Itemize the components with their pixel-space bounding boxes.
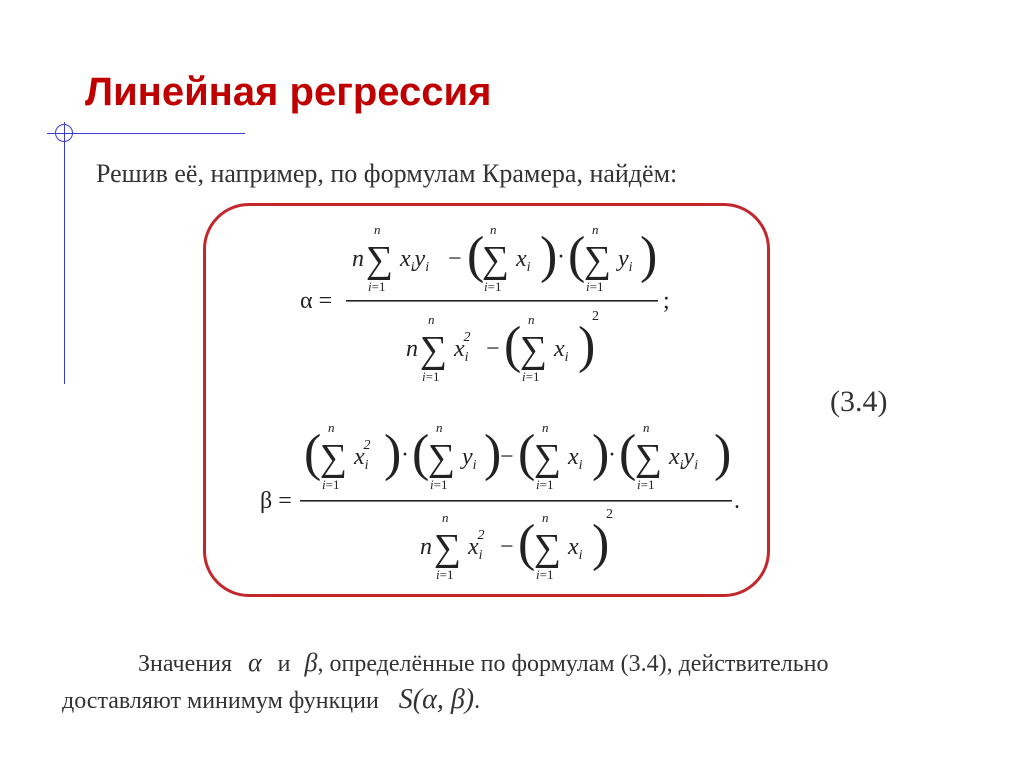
decorative-horizontal-line xyxy=(47,133,245,134)
svg-text:∑: ∑ xyxy=(534,437,562,479)
svg-text:n: n xyxy=(643,420,650,435)
svg-text:·: · xyxy=(608,442,616,468)
alpha-lhs: α = xyxy=(300,288,333,314)
svg-text:(: ( xyxy=(467,227,485,284)
svg-text:n: n xyxy=(374,222,381,237)
svg-text:n: n xyxy=(490,222,497,237)
svg-text:xi2: $x_i2$ xyxy=(354,438,371,473)
svg-text:): ) xyxy=(640,227,658,284)
beta-formula xyxy=(256,414,746,590)
svg-text:i=1: i=1 xyxy=(536,567,554,582)
svg-text:yi: $y_i$ xyxy=(462,444,477,473)
svg-text:xi: $x_i$ xyxy=(568,534,583,563)
svg-text:∑: ∑ xyxy=(366,239,394,281)
svg-text:i=1: i=1 xyxy=(484,279,502,294)
svg-text:i=1: i=1 xyxy=(368,279,386,294)
svg-text:): ) xyxy=(714,425,732,482)
svg-text:n: n xyxy=(592,222,599,237)
para-and: и xyxy=(277,651,291,677)
para-period: . xyxy=(474,688,481,714)
svg-text:xiyi: $x_iy_i$ xyxy=(400,246,430,275)
svg-text:n: n xyxy=(420,534,432,560)
svg-text:yi: $y_i$ xyxy=(618,246,633,275)
para-text-2: , определённые по формулам (3.4), действительно xyxy=(317,651,829,677)
svg-text:(: ( xyxy=(619,425,637,482)
svg-text:n: n xyxy=(542,420,549,435)
equation-number: (3.4) xyxy=(830,385,888,418)
svg-text:∑: ∑ xyxy=(635,437,663,479)
svg-text:(: ( xyxy=(568,227,586,284)
svg-text:i=1: i=1 xyxy=(436,567,454,582)
beta-terminator: . xyxy=(734,488,740,514)
svg-text:): ) xyxy=(540,227,558,284)
svg-text:∑: ∑ xyxy=(584,239,612,281)
svg-text:2: 2 xyxy=(592,309,599,324)
svg-text:∑: ∑ xyxy=(482,239,510,281)
svg-text:xi2: $x_i2$ xyxy=(468,528,485,563)
svg-text:(: ( xyxy=(518,425,536,482)
alpha-symbol: α xyxy=(248,648,262,677)
svg-text:∑: ∑ xyxy=(434,527,462,569)
svg-text:·: · xyxy=(401,442,409,468)
svg-text:i=1: i=1 xyxy=(522,369,540,384)
beta-symbol: β xyxy=(304,648,318,677)
svg-text:−: − xyxy=(486,336,500,362)
svg-text:): ) xyxy=(592,515,610,572)
svg-text:∑: ∑ xyxy=(420,329,448,371)
svg-text:): ) xyxy=(578,317,596,374)
svg-text:∑: ∑ xyxy=(534,527,562,569)
svg-text:∑: ∑ xyxy=(428,437,456,479)
svg-text:(: ( xyxy=(304,425,322,482)
function-s: S(α, β) xyxy=(398,684,475,715)
para-text-1: Значения xyxy=(138,651,233,677)
svg-text:i=1: i=1 xyxy=(430,477,448,492)
svg-text:): ) xyxy=(484,425,502,482)
svg-text:i=1: i=1 xyxy=(637,477,655,492)
svg-text:n: n xyxy=(328,420,335,435)
svg-text:(: ( xyxy=(518,515,536,572)
svg-text:xi: $x_i$ xyxy=(568,444,583,473)
svg-text:n: n xyxy=(428,312,435,327)
decorative-circle-icon xyxy=(55,124,73,142)
svg-text:·: · xyxy=(557,244,565,270)
svg-text:n: n xyxy=(436,420,443,435)
svg-text:i=1: i=1 xyxy=(422,369,440,384)
svg-text:xi: $x_i$ xyxy=(554,336,569,365)
alpha-terminator: ; xyxy=(663,288,670,314)
conclusion-paragraph xyxy=(62,645,992,719)
svg-text:n: n xyxy=(528,312,535,327)
svg-text:∑: ∑ xyxy=(320,437,348,479)
svg-text:n: n xyxy=(406,336,418,362)
para-text-3: доставляют минимум функции xyxy=(62,688,379,714)
svg-text:xi: $x_i$ xyxy=(516,246,531,275)
svg-text:−: − xyxy=(500,534,514,560)
svg-text:(: ( xyxy=(412,425,430,482)
alpha-formula xyxy=(296,218,696,394)
intro-text: Решив её, например, по формулам Крамера, найдём: xyxy=(96,159,678,188)
svg-text:2: 2 xyxy=(606,507,613,522)
svg-text:(: ( xyxy=(504,317,522,374)
svg-text:xi2: $x_i2$ xyxy=(454,330,471,365)
svg-text:n: n xyxy=(442,510,449,525)
decorative-vertical-line xyxy=(64,122,65,384)
svg-text:−: − xyxy=(500,444,514,470)
svg-text:−: − xyxy=(448,246,462,272)
svg-text:∑: ∑ xyxy=(520,329,548,371)
svg-text:): ) xyxy=(384,425,402,482)
svg-text:i=1: i=1 xyxy=(536,477,554,492)
beta-lhs: β = xyxy=(260,488,292,514)
svg-text:i=1: i=1 xyxy=(322,477,340,492)
svg-text:n: n xyxy=(352,246,364,272)
svg-text:n: n xyxy=(542,510,549,525)
svg-text:i=1: i=1 xyxy=(586,279,604,294)
slide-title: Линейная регрессия xyxy=(85,70,492,114)
svg-text:): ) xyxy=(592,425,610,482)
svg-text:xiyi: $x_iy_i$ xyxy=(669,444,699,473)
